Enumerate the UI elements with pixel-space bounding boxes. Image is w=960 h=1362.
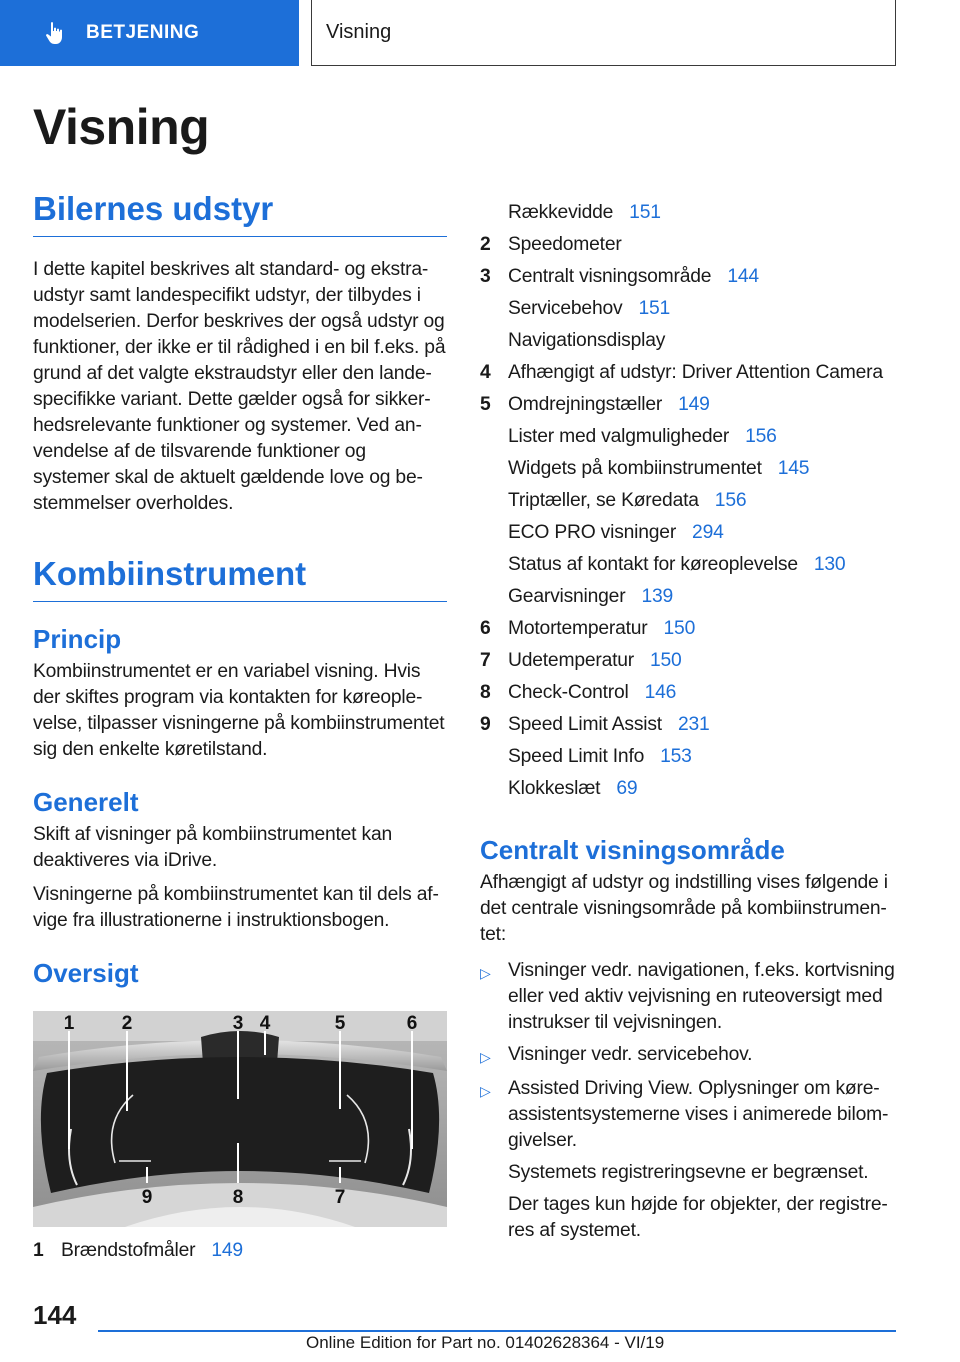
page-reference-link[interactable]: 145 <box>777 458 810 479</box>
legend-number: 3 <box>480 266 491 287</box>
legend-text: Speed Limit Info <box>508 746 645 767</box>
page-reference-link[interactable]: 139 <box>641 586 674 607</box>
legend-item <box>480 773 896 805</box>
legend-number: 1 <box>33 1240 44 1261</box>
legend-item <box>480 229 896 261</box>
legend-item <box>480 677 896 709</box>
triangle-bullet-icon: ▷ <box>480 1049 491 1065</box>
legend-number: 5 <box>480 394 491 415</box>
chapter-label: BETJENING <box>86 22 200 43</box>
legend-number: 2 <box>480 234 491 255</box>
legend-item <box>480 709 896 741</box>
legend-text: Lister med valgmuligheder <box>508 426 730 447</box>
page-reference-link[interactable]: 69 <box>616 778 638 799</box>
legend-item <box>480 549 896 581</box>
legend-number: 9 <box>480 714 491 735</box>
page-reference-link[interactable]: 144 <box>727 266 759 287</box>
legend-text: Klokkeslæt <box>508 778 601 799</box>
pointing-hand-icon <box>42 20 68 46</box>
callout-2: 2 <box>121 1013 133 1034</box>
paragraph-generelt-1: Skift af visninger på kombiinstrumentet kan deaktiveres via iDrive. <box>33 824 392 871</box>
legend-text: Navigationsdisplay <box>508 330 666 351</box>
page-reference-link[interactable]: 156 <box>745 426 777 447</box>
legend-text: Gearvisninger <box>508 586 626 607</box>
legend-item <box>480 741 896 773</box>
callout-3: 3 <box>232 1013 244 1034</box>
section-label: Visning <box>311 0 896 66</box>
heading-oversigt: Oversigt <box>33 958 139 988</box>
footer-divider <box>98 1330 896 1332</box>
legend-item <box>480 517 896 549</box>
legend-text: Brændstofmåler <box>61 1240 196 1261</box>
callout-5: 5 <box>334 1013 346 1034</box>
bullet-item <box>480 1042 896 1070</box>
heading-generelt: Generelt <box>33 787 139 817</box>
chapter-tab[interactable] <box>0 0 299 66</box>
left-column <box>33 190 447 1267</box>
page-reference-link[interactable]: 150 <box>663 618 696 639</box>
legend-text: ECO PRO visninger <box>508 522 677 543</box>
page-reference-link[interactable]: 149 <box>211 1240 243 1261</box>
legend-text: Status af kontakt for køreoplevelse <box>508 554 798 575</box>
legend-text: Omdrejningstæller <box>508 394 663 415</box>
legend-item <box>480 293 896 325</box>
bullet-text: Visninger vedr. navigationen, f.eks. kortvisning eller ved aktiv vejvisning en ruteoversigt med instrukser til vejvisningen. <box>508 960 895 1033</box>
page-reference-link[interactable]: 231 <box>677 714 710 735</box>
page-number: 144 <box>33 1300 77 1330</box>
instrument-cluster-illustration <box>33 1011 447 1227</box>
legend-text: Motortemperatur <box>508 618 648 639</box>
right-column <box>480 197 896 1250</box>
legend-text: Triptæller, se Køredata <box>508 490 699 511</box>
sub-paragraph: Systemets registreringsevne er begrænset. <box>508 1162 869 1183</box>
page-reference-link[interactable]: 153 <box>660 746 692 767</box>
bullet-text: Visninger vedr. servicebehov. <box>508 1044 753 1065</box>
callout-4: 4 <box>259 1013 271 1034</box>
page-reference-link[interactable]: 294 <box>692 522 724 543</box>
legend-item <box>480 389 896 421</box>
legend-text: Widgets på kombiinstrumentet <box>508 458 762 479</box>
legend-item <box>480 453 896 485</box>
legend-item <box>480 581 896 613</box>
page-reference-link[interactable]: 151 <box>629 202 661 223</box>
callout-8: 8 <box>232 1187 244 1208</box>
paragraph-generelt-2: Visningerne på kombiinstrumentet kan til dels afvige fra illustrationerne i instruktionsbogen. <box>33 884 439 931</box>
paragraph-bilernes-udstyr: I dette kapitel beskrives alt standard- og ekstraudstyr samt landespecifikt udstyr, der tilbydes i modelserien. Derfor beskrives der også udstyr og funktioner, der ikke er til rådighed i en bil f.eks. på grund af det valgte ekstraudstyr eller den landespecifikke variant. Dette gælder også for sikkerhedsrelevante funktioner og systemer. Ved anvendelse af de tilsvarende funktioner og systemer skal de aktuelt gældende love og bestemmelser overholdes. <box>33 259 446 514</box>
legend-number: 8 <box>480 682 491 703</box>
legend-text: Afhængigt af udstyr: Driver Attention Camera <box>508 362 883 383</box>
heading-bilernes-udstyr: Bilernes udstyr <box>33 190 447 237</box>
page-reference-link[interactable]: 156 <box>714 490 747 511</box>
legend-list <box>480 197 896 805</box>
callout-6: 6 <box>406 1013 418 1034</box>
page-header <box>0 0 960 66</box>
heading-kombiinstrument: Kombiinstrument <box>33 555 447 602</box>
legend-item <box>480 421 896 453</box>
sub-paragraph: Der tages kun højde for objekter, der registreres af systemet. <box>508 1194 888 1241</box>
bullet-item <box>480 958 896 1036</box>
legend-item <box>480 485 896 517</box>
legend-item <box>480 197 896 229</box>
legend-item <box>480 261 896 293</box>
legend-text: Rækkevidde <box>508 202 614 223</box>
page-reference-link[interactable]: 151 <box>638 298 671 319</box>
heading-princip: Princip <box>33 624 122 654</box>
callout-1: 1 <box>63 1013 75 1034</box>
legend-text: Speed Limit Assist <box>508 714 662 735</box>
legend-number: 4 <box>480 362 491 383</box>
paragraph-centralt: Afhængigt af udstyr og indstilling vises følgende i det centrale visningsområde på kombiinstrumentet: <box>480 872 888 945</box>
legend-text: Speedometer <box>508 234 622 255</box>
legend-item <box>480 613 896 645</box>
bullet-text: Assisted Driving View. Oplysninger om køreassistentsystemerne vises i animerede bilomgivelser. <box>508 1078 889 1151</box>
legend-item <box>33 1235 447 1267</box>
bullet-item <box>480 1076 896 1154</box>
callout-9: 9 <box>141 1187 153 1208</box>
page-reference-link[interactable]: 146 <box>644 682 677 703</box>
legend-item <box>480 325 896 357</box>
legend-text: Servicebehov <box>508 298 623 319</box>
legend-number: 7 <box>480 650 491 671</box>
legend-number: 6 <box>480 618 491 639</box>
page-reference-link[interactable]: 130 <box>813 554 846 575</box>
page-title: Visning <box>33 99 210 155</box>
page-reference-link[interactable]: 149 <box>678 394 710 415</box>
callout-7: 7 <box>334 1187 346 1208</box>
legend-text: Centralt visningsområde <box>508 266 712 287</box>
instrument-cluster-figure <box>33 1011 447 1227</box>
triangle-bullet-icon: ▷ <box>480 1083 491 1099</box>
triangle-bullet-icon: ▷ <box>480 965 491 981</box>
legend-item <box>480 645 896 677</box>
edition-footer: Online Edition for Part no. 01402628364 - VI/19 <box>306 1333 665 1352</box>
page-reference-link[interactable]: 150 <box>650 650 682 671</box>
legend-text: Check-Control <box>508 682 629 703</box>
heading-centralt-visningsomraade: Centralt visningsområde <box>480 835 785 865</box>
paragraph-princip: Kombiinstrumentet er en variabel visning. Hvis der skiftes program via kontakten for køreoplevelse, tilpasser visningerne på kombiinstrumentet sig den enkelte køretilstand. <box>33 661 445 760</box>
legend-item <box>480 357 896 389</box>
legend-text: Udetemperatur <box>508 650 635 671</box>
